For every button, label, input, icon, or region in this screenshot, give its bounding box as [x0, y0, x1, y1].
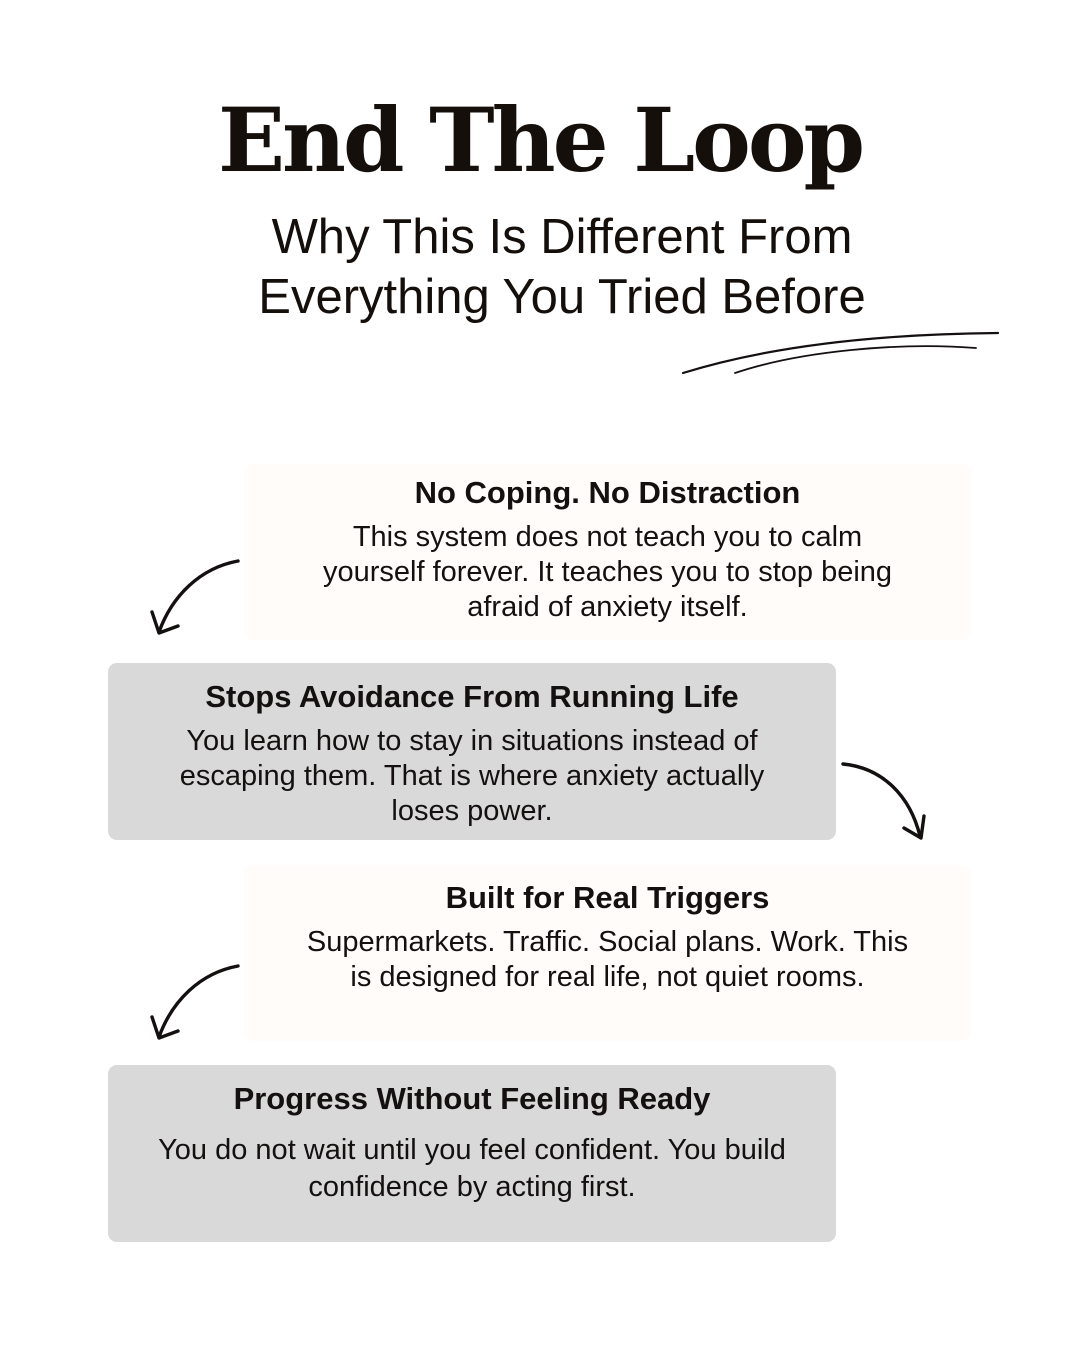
- card-progress: [108, 1065, 836, 1242]
- subtitle-line-1: Why This Is Different From: [271, 210, 853, 264]
- subtitle-line-2: Everything You Tried Before: [258, 270, 866, 324]
- page-title: End The Loop: [217, 88, 863, 192]
- page-subtitle: [0, 207, 1080, 327]
- curved-arrow-down-right-icon: [838, 758, 930, 844]
- card-body: You learn how to stay in situations instead of escaping them. That is where anxiety actually loses power.: [179, 725, 765, 827]
- card-heading: Stops Avoidance From Running Life: [205, 679, 739, 714]
- card-body: This system does not teach you to calm yourself forever. It teaches you to stop being afraid of anxiety itself.: [322, 521, 893, 623]
- card-heading: Built for Real Triggers: [445, 880, 770, 915]
- card-heading: No Coping. No Distraction: [414, 475, 801, 510]
- card-body: Supermarkets. Traffic. Social plans. Work. This is designed for real life, not quiet rooms.: [306, 926, 909, 993]
- card-real-triggers: [244, 865, 971, 1041]
- swoosh-underline-icon: [680, 326, 1002, 378]
- card-body: You do not wait until you feel confident. You build confidence by acting first.: [158, 1134, 786, 1203]
- card-no-coping: [244, 464, 971, 640]
- card-heading: Progress Without Feeling Ready: [233, 1081, 711, 1116]
- curved-arrow-down-left-icon: [150, 961, 244, 1045]
- card-stops-avoidance: [108, 663, 836, 840]
- curved-arrow-down-left-icon: [150, 556, 244, 640]
